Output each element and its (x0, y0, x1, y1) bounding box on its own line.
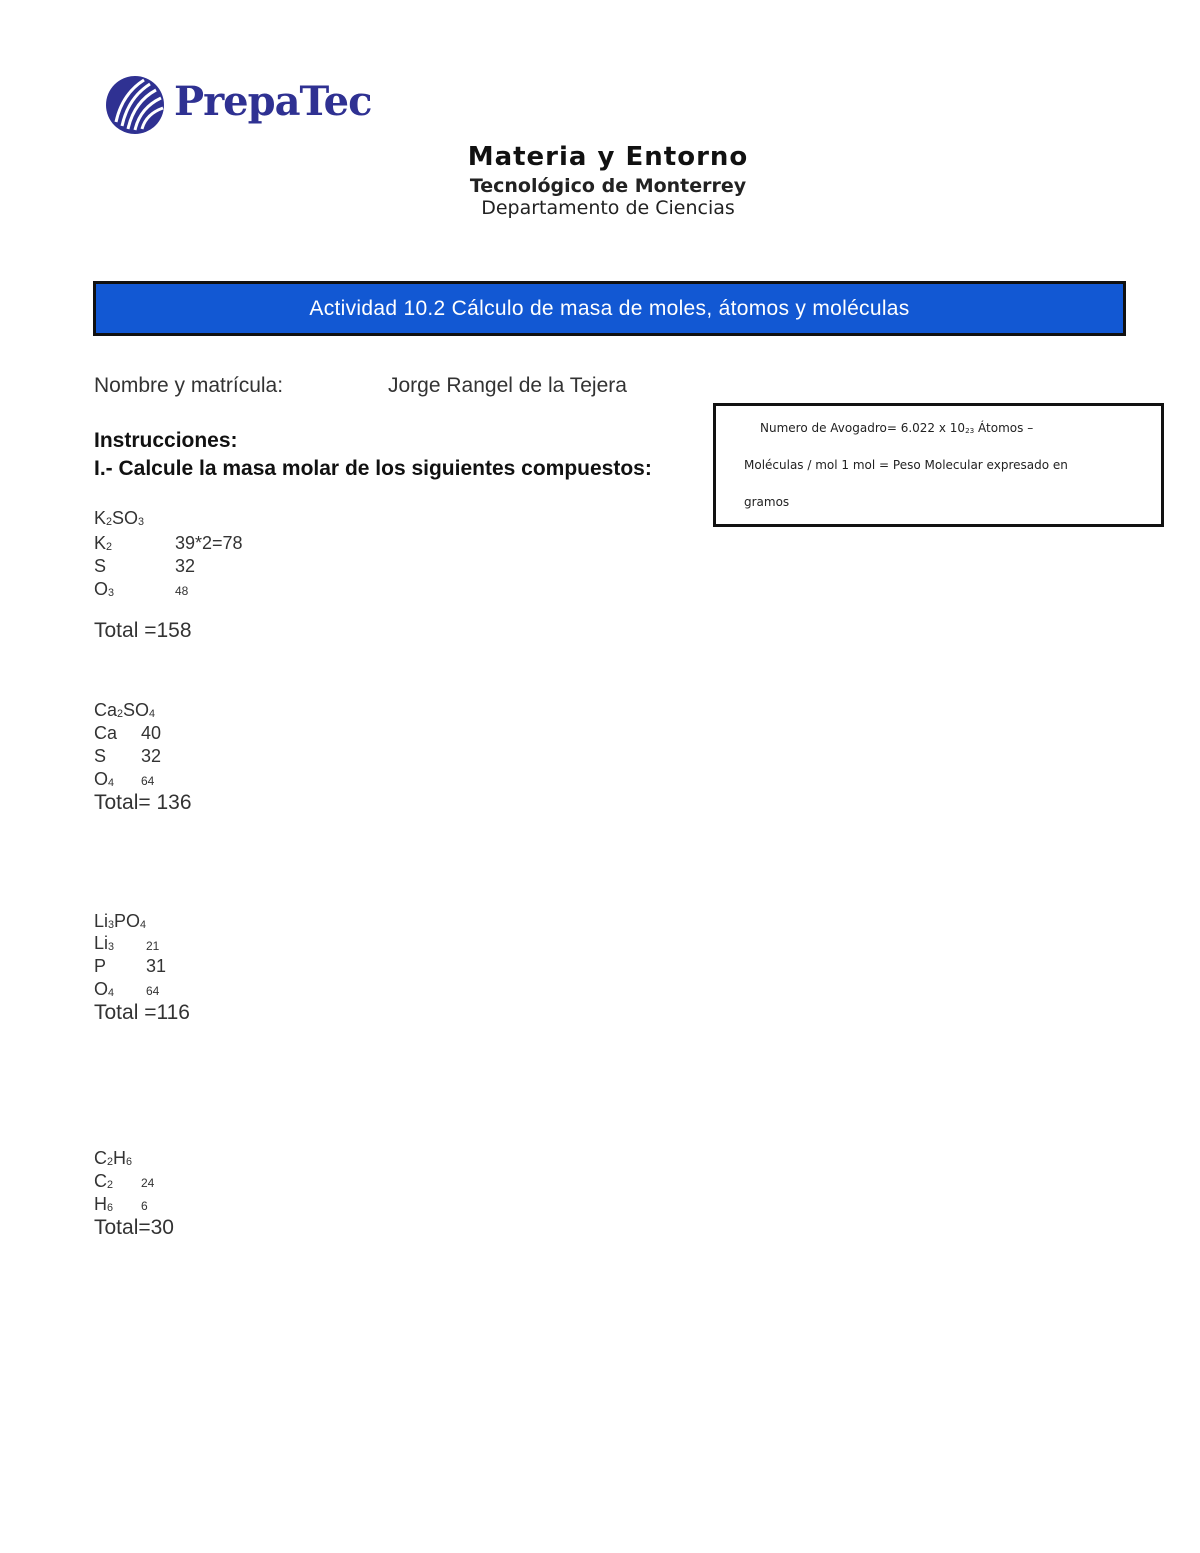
element-mass: 39*2=78 (175, 533, 243, 553)
element-mass: 24 (141, 1176, 155, 1190)
document-title: Materia y Entorno (467, 142, 749, 172)
element-symbol: $K_2$ (94, 533, 113, 554)
element-mass: 31 (146, 956, 167, 976)
element-symbol: $C_2$ (94, 1171, 114, 1192)
logo-wordmark: PrepaTec (174, 78, 372, 125)
element-mass: 64 (141, 774, 155, 788)
name-label: Nombre y matrícula: (94, 374, 284, 397)
compound-formula: $C_2H_6$ (94, 1148, 133, 1169)
prepatec-logo (106, 74, 372, 138)
note-line-3: gramos (744, 495, 790, 509)
instructions-heading: Instrucciones: (94, 429, 238, 452)
prepatec-emblem-icon (106, 74, 166, 138)
element-mass: 21 (146, 939, 160, 953)
compound-formula: $Ca_2SO_4$ (94, 700, 156, 721)
element-symbol: Ca (94, 723, 118, 743)
element-mass: 40 (141, 723, 162, 743)
note-line-2: Moléculas / mol 1 mol = Peso Molecular expresado en (744, 458, 1068, 472)
element-symbol: $H_6$ (94, 1194, 114, 1215)
element-symbol: S (94, 556, 107, 576)
element-symbol: $Li_3$ (94, 933, 115, 954)
element-mass: 32 (175, 556, 196, 576)
element-symbol: S (94, 746, 107, 766)
element-mass: 6 (141, 1199, 148, 1213)
compound-total: Total= 136 (94, 791, 192, 814)
compound-total: Total=30 (94, 1216, 174, 1239)
element-symbol: $O_3$ (94, 579, 115, 600)
avogadro-note-box (713, 403, 1164, 527)
institution-name: Tecnológico de Monterrey (469, 175, 747, 197)
compound-formula: $Li_3PO_4$ (94, 911, 147, 932)
compound-total: Total =116 (94, 1001, 190, 1024)
element-mass: 48 (175, 584, 189, 598)
element-mass: 32 (141, 746, 162, 766)
student-name: Jorge Rangel de la Tejera (388, 374, 627, 397)
element-symbol: P (94, 956, 107, 976)
element-symbol: $O_4$ (94, 769, 115, 790)
element-mass: 64 (146, 984, 160, 998)
compound-formula: $K_2SO_3$ (94, 508, 145, 529)
note-line-1: Numero de Avogadro= 6.022 x $10_{23}$ Átomos – (760, 421, 1034, 435)
department-name: Departamento de Ciencias (481, 197, 735, 219)
activity-banner: Actividad 10.2 Cálculo de masa de moles, átomos y moléculas (93, 281, 1126, 336)
compound-total: Total =158 (94, 619, 192, 642)
element-symbol: $O_4$ (94, 979, 115, 1000)
instruction-item-1: I.- Calcule la masa molar de los siguientes compuestos: (94, 457, 652, 480)
